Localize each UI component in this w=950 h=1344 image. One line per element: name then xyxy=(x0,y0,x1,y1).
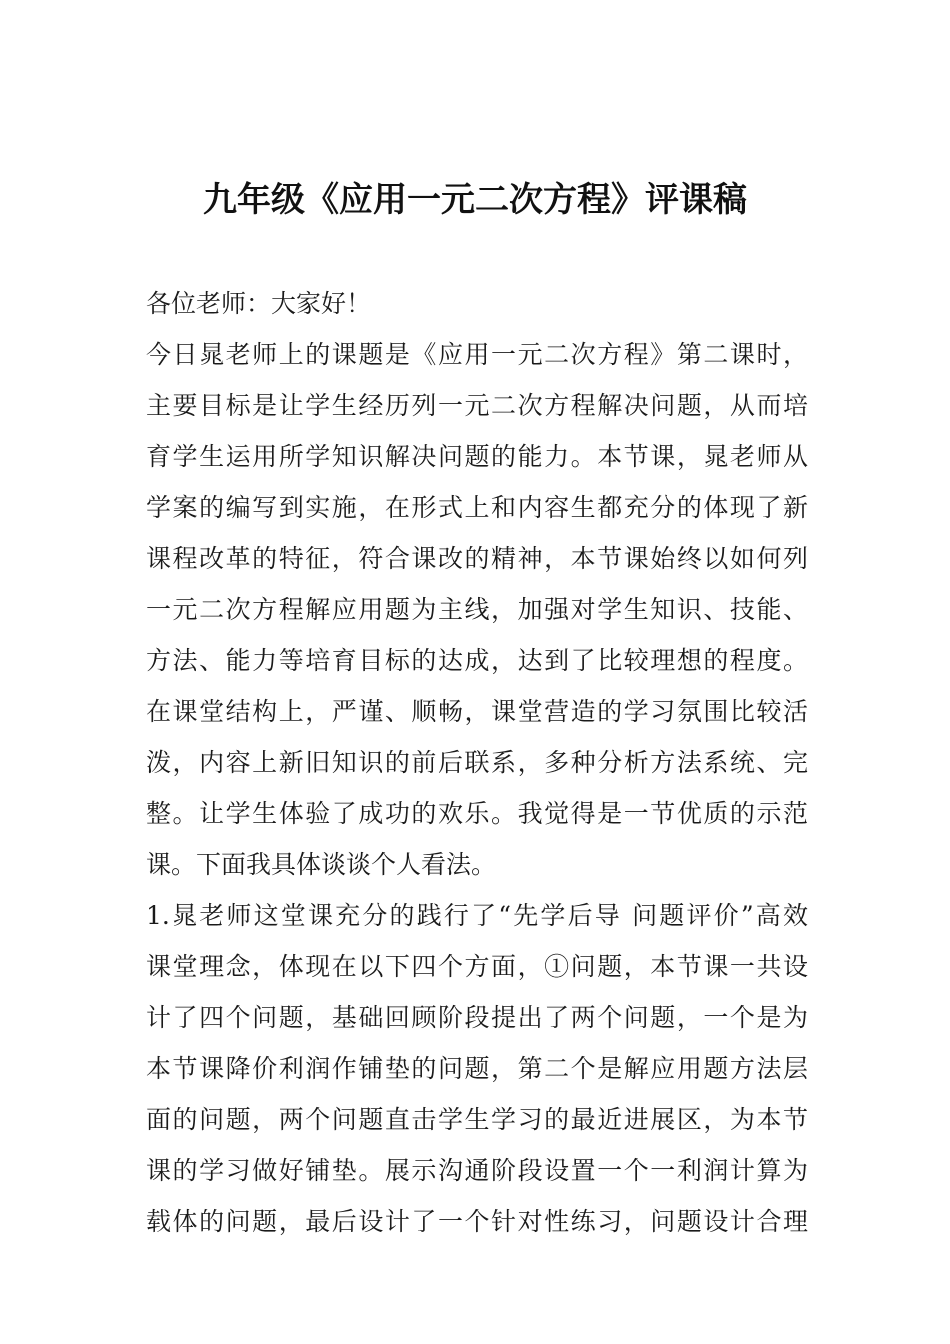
paragraph-line: 主要目标是让学生经历列一元二次方程解决问题，从而培 xyxy=(146,391,808,420)
paragraph-line: 课堂理念，体现在以下四个方面，①问题，本节课一共设 xyxy=(146,952,808,981)
paragraph-line: 学案的编写到实施，在形式上和内容生都充分的体现了新 xyxy=(146,493,808,522)
paragraph-line: 今日晁老师上的课题是《应用一元二次方程》第二课时， xyxy=(146,340,808,369)
paragraph-line: 方法、能力等培育目标的达成，达到了比较理想的程度。 xyxy=(146,646,808,675)
paragraph-line: 面的问题，两个问题直击学生学习的最近进展区，为本节 xyxy=(146,1105,808,1134)
paragraph-line: 课的学习做好铺垫。展示沟通阶段设置一个一利润计算为 xyxy=(146,1156,808,1185)
paragraph-line: 计了四个问题，基础回顾阶段提出了两个问题，一个是为 xyxy=(146,1003,808,1032)
paragraph-line: 载体的问题，最后设计了一个针对性练习，问题设计合理 xyxy=(146,1207,808,1236)
paragraph-line: 泼，内容上新旧知识的前后联系，多种分析方法系统、完 xyxy=(146,748,808,777)
paragraph-line: 1.晁老师这堂课充分的践行了“先学后导 问题评价”高效 xyxy=(146,901,808,930)
paragraph-line: 整。让学生体验了成功的欢乐。我觉得是一节优质的示范 xyxy=(146,799,808,828)
paragraph-line: 课程改革的特征，符合课改的精神，本节课始终以如何列 xyxy=(146,544,808,573)
document-body xyxy=(146,278,808,1247)
document-title: 九年级《应用一元二次方程》评课稿 xyxy=(203,180,747,220)
paragraph-line: 本节课降价利润作铺垫的问题，第二个是解应用题方法层 xyxy=(146,1054,808,1083)
paragraph-line: 育学生运用所学知识解决问题的能力。本节课，晁老师从 xyxy=(146,442,808,471)
paragraph-line: 一元二次方程解应用题为主线，加强对学生知识、技能、 xyxy=(146,595,808,624)
paragraph-line-greeting: 各位老师：大家好！ xyxy=(146,289,372,318)
paragraph-line: 在课堂结构上，严谨、顺畅，课堂营造的学习氛围比较活 xyxy=(146,697,808,726)
paragraph-line: 课。下面我具体谈谈个人看法。 xyxy=(146,850,497,879)
